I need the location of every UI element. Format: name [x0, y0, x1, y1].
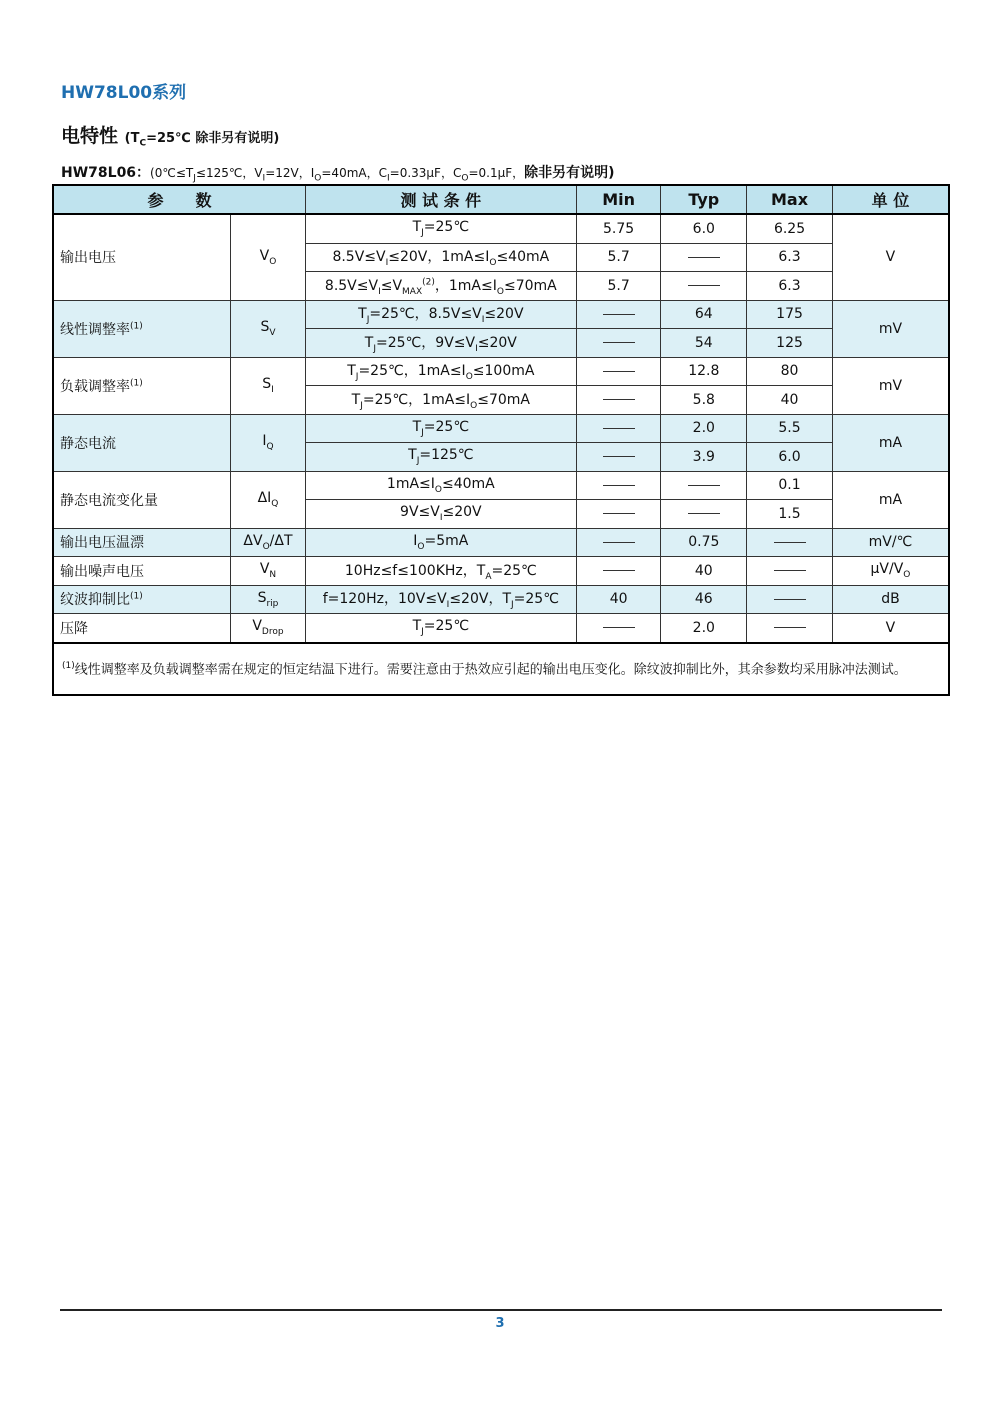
param-name: 输出电压	[53, 214, 231, 300]
test-condition: $T_J=125℃$	[305, 443, 576, 472]
dash-mark	[603, 485, 635, 486]
test-condition: f=120Hz，$10V\le V_I\le 20V$，$T_J=25℃$	[305, 585, 576, 614]
max-value: 175	[747, 300, 833, 329]
min-value	[576, 357, 661, 386]
section-title	[61, 121, 279, 149]
min-value	[576, 386, 661, 415]
max-value: 125	[747, 329, 833, 358]
model-conditions: HW78L06：($0℃\le T_J\le 125℃$，$V_I=12V$，$I_O=40mA$，$C_I=0.33\mu F$，$C_O=0.1\mu F$，除非另有说明)	[61, 165, 615, 184]
typ-value	[661, 272, 747, 301]
test-condition: $T_J=25℃$，$9V\le V_I\le 20V$	[305, 329, 576, 358]
section-condition: ($T_C=25℃$ 除非另有说明)	[124, 131, 280, 149]
header-unit: 单 位	[832, 185, 949, 214]
param-symbol: $S_{rip}$	[231, 585, 306, 614]
test-condition: $T_J=25℃$，$1mA\le I_O\le 70mA$	[305, 386, 576, 415]
dash-mark	[688, 485, 720, 486]
table-row	[53, 557, 949, 586]
param-name: 负载调整率$^{(1)}$	[53, 357, 231, 414]
footnote: $^{(1)}$线性调整率及负载调整率需在规定的恒定结温下进行。需要注意由于热效应引起的输出电压变化。除纹波抑制比外，其余参数均采用脉冲法测试。	[53, 643, 949, 695]
test-condition: $8.5V\le V_I\le 20V$，$1mA\le I_O\le 40mA$	[305, 243, 576, 272]
param-name: 输出电压温漂	[53, 528, 231, 557]
test-condition: $T_J=25℃$，$8.5V\le V_I\le 20V$	[305, 300, 576, 329]
dash-mark	[603, 399, 635, 400]
dash-mark	[688, 513, 720, 514]
min-value	[576, 414, 661, 443]
param-symbol: $S_V$	[231, 300, 306, 357]
typ-value	[661, 243, 747, 272]
param-symbol: $\Delta I_Q$	[231, 471, 306, 528]
dash-mark	[774, 599, 806, 600]
param-symbol: $\Delta V_O/\Delta T$	[231, 528, 306, 557]
max-value: 0.1	[747, 471, 833, 500]
typ-value: 5.8	[661, 386, 747, 415]
dash-mark	[688, 285, 720, 286]
dash-mark	[603, 627, 635, 628]
max-value: 80	[747, 357, 833, 386]
min-value	[576, 614, 661, 643]
max-value: 1.5	[747, 500, 833, 529]
table-row	[53, 528, 949, 557]
test-condition: $T_J=25℃$	[305, 214, 576, 243]
max-value: 6.3	[747, 243, 833, 272]
typ-value: 40	[661, 557, 747, 586]
header-typ: Typ	[661, 185, 747, 214]
param-symbol: $I_Q$	[231, 414, 306, 471]
unit: V	[832, 214, 949, 300]
header-max: Max	[747, 185, 833, 214]
table-row	[53, 585, 949, 614]
table-row	[53, 614, 949, 643]
page-number: 3	[495, 1316, 505, 1331]
typ-value: 12.8	[661, 357, 747, 386]
test-condition: $1mA\le I_O\le 40mA$	[305, 471, 576, 500]
min-value	[576, 329, 661, 358]
test-condition: $I_O=5mA$	[305, 528, 576, 557]
typ-value	[661, 500, 747, 529]
typ-value: 0.75	[661, 528, 747, 557]
table-row	[53, 414, 949, 443]
min-value	[576, 500, 661, 529]
unit: mV/℃	[832, 528, 949, 557]
param-symbol: $S_I$	[231, 357, 306, 414]
max-value: 5.5	[747, 414, 833, 443]
min-value: 40	[576, 585, 661, 614]
series-title: HW78L00系列	[61, 83, 187, 103]
dash-mark	[603, 342, 635, 343]
max-value: 6.25	[747, 214, 833, 243]
max-value: 6.0	[747, 443, 833, 472]
table-row	[53, 214, 949, 243]
test-condition: $9V\le V_I\le 20V$	[305, 500, 576, 529]
section-title-text: 电特性	[61, 125, 119, 147]
param-name: 压降	[53, 614, 231, 643]
max-value: 6.3	[747, 272, 833, 301]
test-condition: $T_J=25℃$，$1mA\le I_O\le 100mA$	[305, 357, 576, 386]
test-condition: 10Hz≤f≤100KHz，$T_A=25℃$	[305, 557, 576, 586]
typ-value: 2.0	[661, 414, 747, 443]
max-value	[747, 557, 833, 586]
param-symbol: $V_N$	[231, 557, 306, 586]
typ-value	[661, 471, 747, 500]
dash-mark	[603, 428, 635, 429]
test-condition: $T_J=25℃$	[305, 414, 576, 443]
unit: dB	[832, 585, 949, 614]
dash-mark	[774, 627, 806, 628]
unit: mA	[832, 471, 949, 528]
table-row	[53, 357, 949, 386]
min-value	[576, 443, 661, 472]
dash-mark	[603, 456, 635, 457]
test-condition: $8.5V\le V_I\le V_{MAX}^{(2)}$，$1mA\le I_O\le 70mA$	[305, 272, 576, 301]
min-value	[576, 528, 661, 557]
dash-mark	[603, 542, 635, 543]
note-row	[53, 643, 949, 695]
min-value: 5.7	[576, 243, 661, 272]
max-value	[747, 614, 833, 643]
test-condition: $T_J=25℃$	[305, 614, 576, 643]
param-name: 线性调整率$^{(1)}$	[53, 300, 231, 357]
unit: $\mu V/V_O$	[832, 557, 949, 586]
max-value	[747, 528, 833, 557]
max-value: 40	[747, 386, 833, 415]
unit: V	[832, 614, 949, 643]
param-name: 输出噪声电压	[53, 557, 231, 586]
min-value	[576, 471, 661, 500]
min-value	[576, 557, 661, 586]
footer-divider	[60, 1309, 942, 1311]
dash-mark	[774, 570, 806, 571]
dash-mark	[603, 570, 635, 571]
param-name: 纹波抑制比$^{(1)}$	[53, 585, 231, 614]
max-value	[747, 585, 833, 614]
dash-mark	[688, 257, 720, 258]
unit: mV	[832, 357, 949, 414]
spec-table	[52, 184, 950, 696]
typ-value: 54	[661, 329, 747, 358]
header-row	[53, 185, 949, 214]
typ-value: 64	[661, 300, 747, 329]
header-cond: 测 试 条 件	[305, 185, 576, 214]
model-name: HW78L06	[61, 165, 137, 181]
table-row	[53, 300, 949, 329]
table-row	[53, 471, 949, 500]
param-symbol: $V_{Drop}$	[231, 614, 306, 643]
param-name: 静态电流变化量	[53, 471, 231, 528]
min-value	[576, 300, 661, 329]
typ-value: 3.9	[661, 443, 747, 472]
dash-mark	[603, 314, 635, 315]
dash-mark	[774, 542, 806, 543]
dash-mark	[603, 371, 635, 372]
dash-mark	[603, 513, 635, 514]
unit: mV	[832, 300, 949, 357]
min-value: 5.75	[576, 214, 661, 243]
param-name: 静态电流	[53, 414, 231, 471]
typ-value: 46	[661, 585, 747, 614]
header-min: Min	[576, 185, 661, 214]
unit: mA	[832, 414, 949, 471]
typ-value: 6.0	[661, 214, 747, 243]
typ-value: 2.0	[661, 614, 747, 643]
param-symbol: $V_O$	[231, 214, 306, 300]
header-param: 参 数	[53, 185, 305, 214]
min-value: 5.7	[576, 272, 661, 301]
